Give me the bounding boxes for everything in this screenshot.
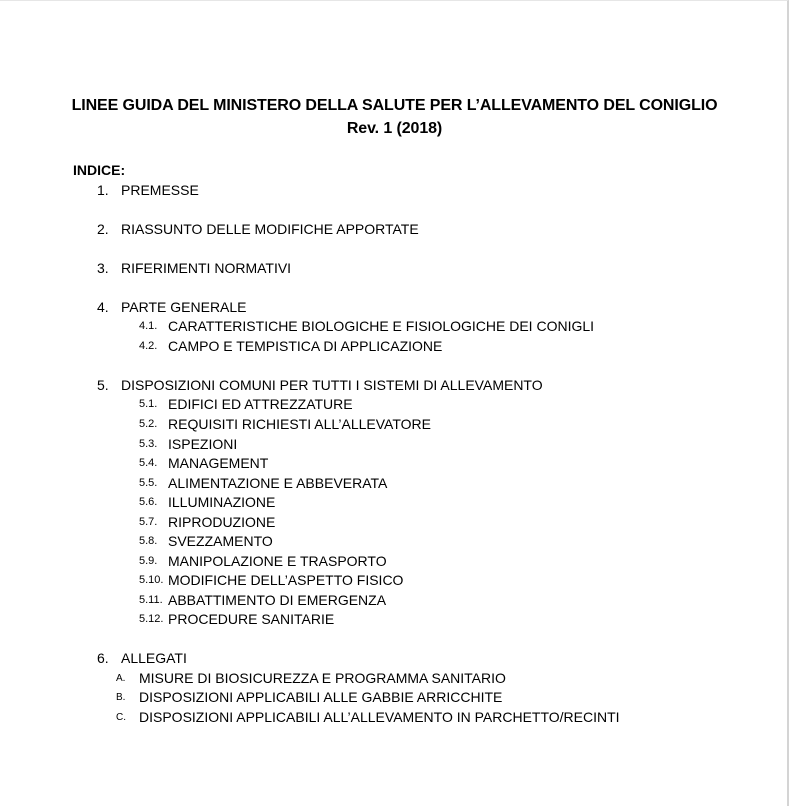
toc-number: 5.5. — [139, 477, 158, 489]
toc-label: MODIFICHE DELL’ASPETTO FISICO — [168, 572, 404, 588]
toc-number: 5.1. — [139, 398, 158, 410]
toc-label: REQUISITI RICHIESTI ALL’ALLEVATORE — [168, 416, 431, 432]
toc-label: CARATTERISTICHE BIOLOGICHE E FISIOLOGICHE DEI CONIGLI — [168, 318, 595, 334]
toc-label: DISPOSIZIONI APPLICABILI ALLE GABBIE ARRICCHITE — [139, 689, 503, 705]
toc-number: 4.2. — [139, 340, 158, 352]
toc-number: 1. — [97, 182, 109, 198]
toc-number: 5.4. — [139, 457, 158, 469]
toc-label: ILLUMINAZIONE — [168, 494, 276, 510]
toc-label: RIFERIMENTI NORMATIVI — [121, 260, 292, 276]
toc-number: B. — [116, 692, 126, 703]
toc-number: 3. — [97, 260, 109, 276]
toc-label: EDIFICI ED ATTREZZATURE — [168, 396, 353, 412]
toc-number: 6. — [97, 650, 109, 666]
index-label: INDICE: — [73, 162, 126, 178]
toc-number: 5. — [97, 377, 109, 393]
toc-label: SVEZZAMENTO — [168, 533, 273, 549]
toc-number: 5.3. — [139, 438, 158, 450]
toc-number: 4. — [97, 299, 109, 315]
toc-number: 5.8. — [139, 535, 158, 547]
toc-label: MANIPOLAZIONE E TRASPORTO — [168, 553, 387, 569]
toc-label: ALIMENTAZIONE E ABBEVERATA — [168, 475, 388, 491]
toc-number: A. — [116, 673, 126, 684]
toc-label: MANAGEMENT — [168, 455, 269, 471]
toc-label: ALLEGATI — [121, 650, 187, 666]
toc-label: PARTE GENERALE — [121, 299, 247, 315]
toc-number: 5.12. — [139, 613, 164, 625]
toc-label: RIASSUNTO DELLE MODIFICHE APPORTATE — [121, 221, 419, 237]
toc-label: ABBATTIMENTO DI EMERGENZA — [168, 592, 387, 608]
toc-label: RIPRODUZIONE — [168, 514, 276, 530]
toc-number: C. — [116, 712, 126, 723]
toc-number: 5.6. — [139, 496, 158, 508]
toc-label: PROCEDURE SANITARIE — [168, 611, 335, 627]
toc-number: 5.11. — [139, 594, 163, 606]
toc-number: 5.7. — [139, 516, 158, 528]
toc-label: CAMPO E TEMPISTICA DI APPLICAZIONE — [168, 338, 443, 354]
toc-label: PREMESSE — [121, 182, 199, 198]
toc-label: DISPOSIZIONI APPLICABILI ALL’ALLEVAMENTO IN PARCHETTO/RECINTI — [139, 709, 620, 725]
toc-number: 4.1. — [139, 320, 158, 332]
toc-label: MISURE DI BIOSICUREZZA E PROGRAMMA SANITARIO — [139, 670, 506, 686]
toc-number: 5.2. — [139, 418, 158, 430]
document-title: LINEE GUIDA DEL MINISTERO DELLA SALUTE PER L’ALLEVAMENTO DEL CONIGLIO — [71, 97, 718, 114]
toc-label: ISPEZIONI — [168, 436, 238, 452]
toc-number: 2. — [97, 221, 109, 237]
document-revision: Rev. 1 (2018) — [346, 120, 443, 137]
toc-label: DISPOSIZIONI COMUNI PER TUTTI I SISTEMI DI ALLEVAMENTO — [121, 377, 543, 393]
toc-number: 5.9. — [139, 555, 158, 567]
toc-number: 5.10. — [139, 574, 164, 586]
